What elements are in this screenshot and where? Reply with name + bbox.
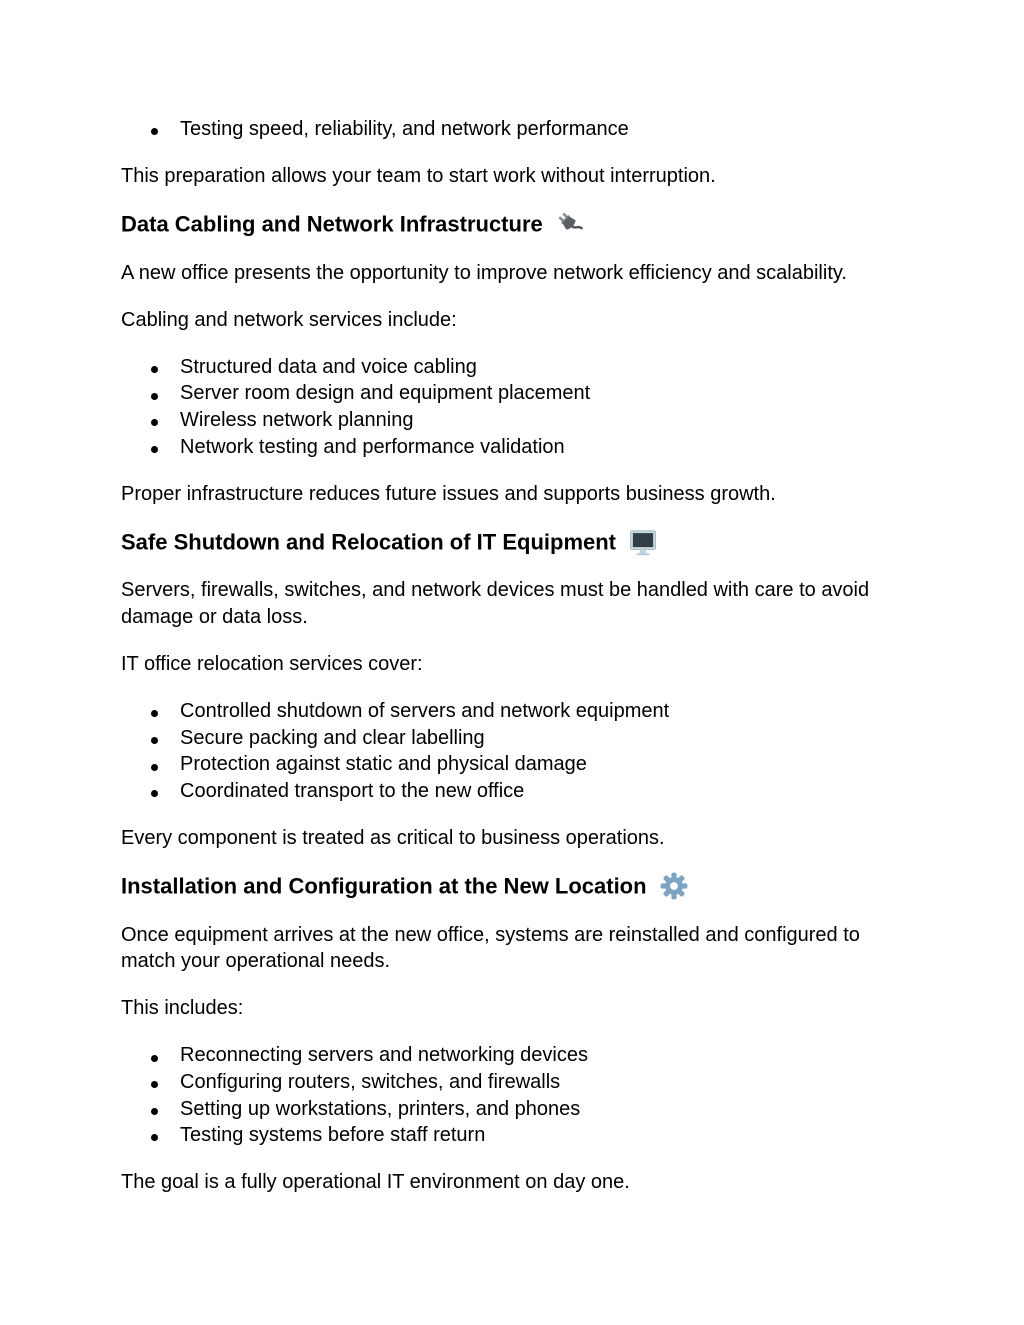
paragraph: This preparation allows your team to start work without interruption. [121,165,716,188]
paragraph: Servers, firewalls, switches, and network devices must be handled with care to avoid damage or data loss. [121,579,870,628]
bullet-list [121,116,903,143]
list-item: Controlled shutdown of servers and network equipment [180,698,903,725]
list-item: Structured data and voice cabling [180,354,903,381]
list-item: Configuring routers, switches, and firewalls [180,1069,903,1096]
electric-plug-icon [556,210,584,238]
section-heading [121,528,903,557]
list-item: Network testing and performance validation [180,434,903,461]
paragraph: A new office presents the opportunity to improve network efficiency and scalability. [121,261,847,284]
section-heading-text: Installation and Configuration at the New Location [121,873,647,899]
section-heading-text: Safe Shutdown and Relocation of IT Equipment [121,529,616,555]
bullet-list [121,354,903,460]
list-item: Wireless network planning [180,407,903,434]
gear-icon [660,872,688,900]
section-heading-text: Data Cabling and Network Infrastructure [121,211,543,237]
list-item: Setting up workstations, printers, and phones [180,1096,903,1123]
bullet-list [121,1042,903,1148]
section-heading [121,210,903,239]
list-item: Protection against static and physical damage [180,751,903,778]
paragraph: IT office relocation services cover: [121,653,423,676]
list-item: Testing speed, reliability, and network performance [180,116,903,143]
list-item: Coordinated transport to the new office [180,778,903,805]
paragraph: The goal is a fully operational IT environment on day one. [121,1171,630,1194]
paragraph: Every component is treated as critical to business operations. [121,827,665,849]
paragraph: Once equipment arrives at the new office, systems are reinstalled and configured to match your operational needs. [121,923,860,973]
desktop-computer-icon [629,528,657,556]
paragraph: Cabling and network services include: [121,308,457,331]
list-item: Server room design and equipment placement [180,380,903,407]
list-item: Secure packing and clear labelling [180,725,903,752]
section-heading [121,872,903,901]
list-item: Testing systems before staff return [180,1122,903,1149]
paragraph: This includes: [121,997,244,1020]
list-item: Reconnecting servers and networking devices [180,1042,903,1069]
paragraph: Proper infrastructure reduces future issues and supports business growth. [121,482,776,505]
bullet-list [121,698,903,804]
